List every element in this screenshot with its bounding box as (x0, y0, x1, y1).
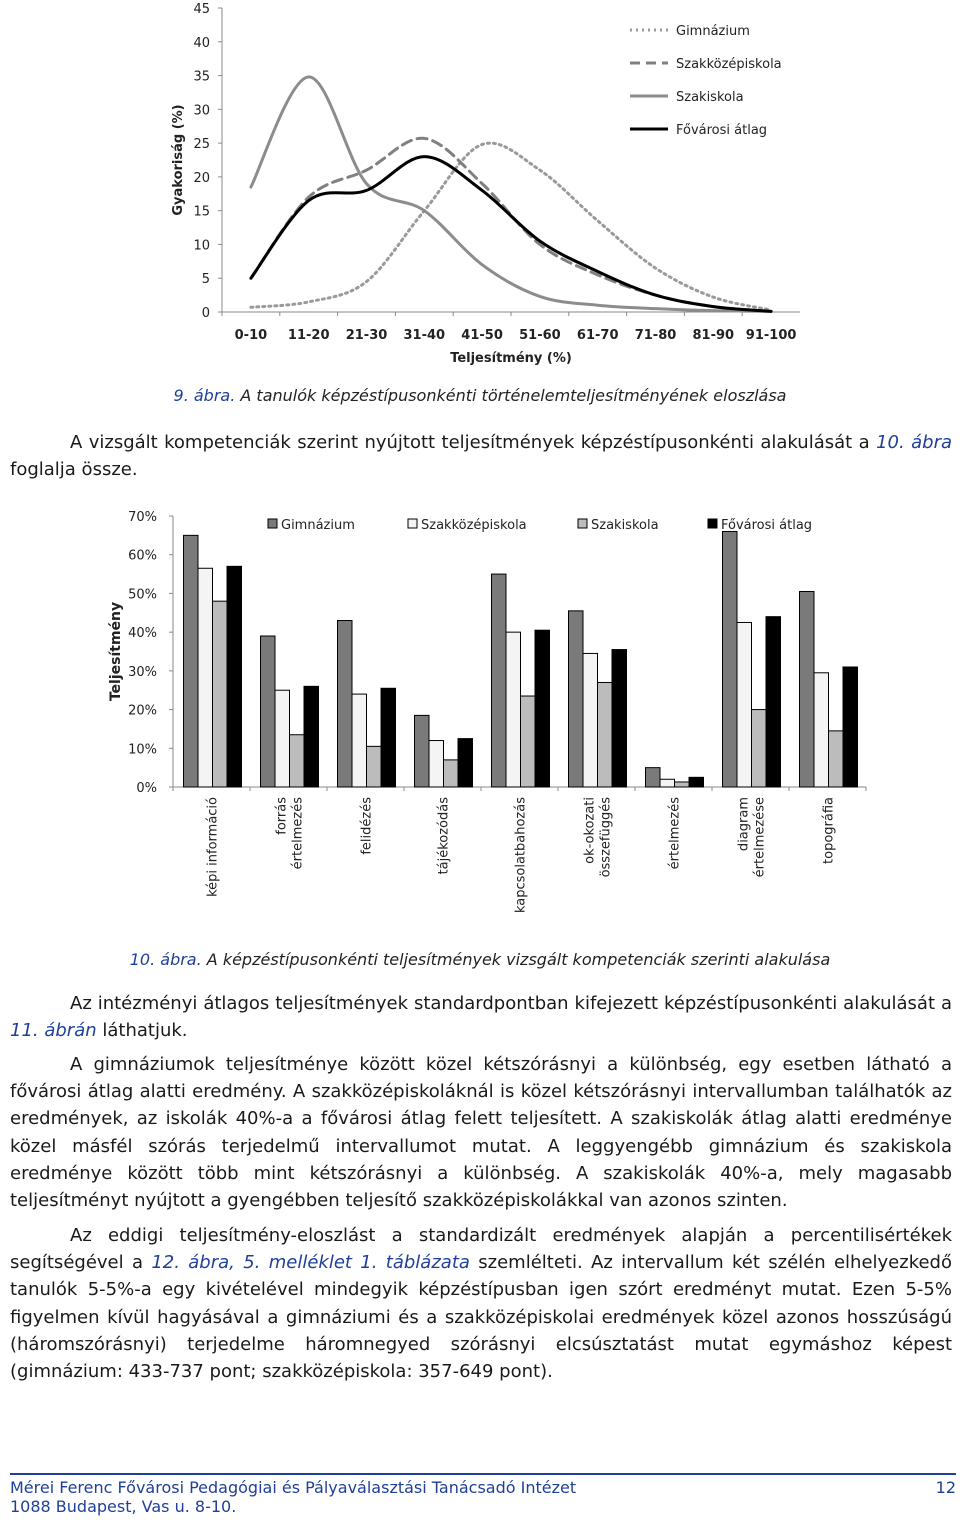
bar-8-4 (766, 617, 781, 787)
legend-label-4: Fővárosi átlag (721, 518, 813, 533)
bar-1-1 (184, 535, 199, 787)
y-tick-label: 40 (193, 35, 210, 51)
legend-label-4: Fővárosi átlag (676, 123, 768, 138)
intro-text-b: foglalja össze. (10, 459, 138, 481)
y-tick-label: 0 (201, 306, 210, 321)
y-tick-label: 25 (193, 137, 210, 153)
x-tick-label: 51-60 (519, 328, 561, 343)
bar-4-2 (429, 741, 444, 787)
bar-7-2 (660, 779, 675, 787)
legend-label-3: Szakiskola (591, 518, 659, 533)
bar-9-2 (814, 673, 829, 787)
figure-10-bar-chart (0, 500, 960, 930)
legend-label-2: Szakközépiskola (421, 518, 527, 533)
figure-9-caption (0, 386, 960, 405)
paragraph-3 (10, 1222, 952, 1385)
bar-7-3 (675, 782, 690, 787)
bar-3-2 (352, 694, 367, 787)
x-category-label: forrás (274, 797, 290, 835)
footer-address: 1088 Budapest, Vas u. 8-10. (10, 1497, 237, 1516)
bar-6-2 (583, 653, 598, 787)
bar-4-4 (458, 739, 473, 787)
x-tick-label: 71-80 (634, 328, 677, 343)
x-tick-label: 41-50 (461, 328, 503, 343)
footer (10, 1478, 956, 1516)
figure-10-caption-text: A képzéstípusonkénti teljesítmények vizsgált kompetenciák szerinti alakulása (201, 950, 831, 969)
figure-10-caption (0, 950, 960, 969)
y-tick-label: 10 (193, 238, 210, 254)
y-tick-label: 15 (193, 204, 210, 220)
x-axis-title: Teljesítmény (%) (450, 351, 572, 366)
paragraph-3-figure-ref[interactable]: 12. ábra, 5. melléklet 1. táblázata (151, 1252, 470, 1274)
x-category-label: topográfia (821, 797, 837, 864)
bar-1-4 (227, 566, 242, 787)
bar-3-4 (381, 688, 396, 787)
paragraph-1 (10, 990, 952, 1044)
x-category-label: felidézés (359, 797, 375, 855)
bar-3-3 (367, 746, 382, 787)
bar-5-1 (492, 574, 507, 787)
x-tick-label: 11-20 (287, 328, 330, 343)
y-tick-label: 20% (128, 703, 157, 719)
legend-swatch-4 (708, 519, 717, 528)
figure-9-caption-number: 9. ábra. (173, 386, 236, 405)
x-category-label: összefüggés (598, 797, 614, 878)
x-category-label: kapcsolatbahozás (513, 797, 529, 914)
paragraph-3-text-a: Az eddigi teljesítmény-eloszlást a standardizált eredmények alapján a percentilisértékek segítségével a (10, 1225, 952, 1274)
figure-9-line-chart (0, 0, 960, 370)
x-category-label: ok-okozati (582, 797, 598, 864)
bar-2-3 (290, 735, 305, 787)
bar-5-3 (521, 696, 536, 787)
legend-swatch-1 (268, 519, 277, 528)
series-line-2 (251, 138, 771, 311)
y-tick-label: 50% (128, 587, 157, 603)
bar-4-1 (415, 715, 430, 787)
bar-6-1 (569, 611, 584, 787)
bar-2-1 (261, 636, 276, 787)
bar-6-4 (612, 650, 627, 787)
paragraph-1-text-b: láthatjuk. (96, 1020, 188, 1042)
bar-1-2 (198, 568, 213, 787)
y-tick-label: 35 (193, 69, 210, 85)
y-tick-label: 20 (193, 170, 210, 186)
bar-2-4 (304, 686, 319, 787)
bar-3-1 (338, 621, 353, 787)
x-tick-label: 91-100 (745, 328, 797, 343)
intro-paragraph (10, 429, 952, 483)
x-tick-label: 21-30 (345, 328, 388, 343)
bar-8-1 (723, 531, 738, 787)
y-axis-title: Gyakoriság (%) (171, 104, 186, 216)
bar-9-1 (800, 591, 815, 787)
y-tick-label: 30% (128, 664, 157, 680)
y-tick-label: 70% (128, 510, 157, 525)
bar-7-4 (689, 777, 704, 787)
paragraph-1-figure-ref[interactable]: 11. ábrán (10, 1020, 97, 1042)
legend-label-3: Szakiskola (676, 90, 744, 105)
paragraph-2-text: A gimnáziumok teljesítménye között közel kétszórásnyi a különbség, egy esetben látható a fővárosi átlag alatti eredmény. A szakközépiskoláknál is közel kétszórásnyi intervallumban találhatók az eredmények, az iskolák 40%-a a fővárosi átlag felett teljesített. A szakiskolák átlag alatti eredménye közel másfél szórás terjedelmű intervallumot mutat. A leggyengébb gimnázium és szakiskola eredménye között több mint kétszórásnyi a különbség. A szakiskolák 40%-a, mely magasabb teljesítményt nyújtott a gyengébben teljesítő szakközépiskolákkal van azonos szinten. (10, 1054, 952, 1212)
bar-1-3 (213, 601, 228, 787)
paragraph-2 (10, 1051, 952, 1214)
bar-9-4 (843, 667, 858, 787)
legend-swatch-3 (578, 519, 587, 528)
intro-figure-ref[interactable]: 10. ábra (876, 432, 953, 453)
x-category-label: értelmezése (752, 797, 768, 878)
figure-9-caption-text: A tanulók képzéstípusonkénti történelemteljesítményének eloszlása (235, 386, 787, 405)
figure-10-caption-number: 10. ábra. (129, 950, 202, 969)
x-tick-label: 31-40 (403, 328, 446, 343)
legend-swatch-2 (408, 519, 417, 528)
bar-7-1 (646, 768, 661, 787)
legend-label-1: Gimnázium (676, 24, 750, 39)
page-number: 12 (935, 1478, 956, 1497)
x-tick-label: 61-70 (576, 328, 619, 343)
bar-2-2 (275, 690, 290, 787)
footer-institution: Mérei Ferenc Fővárosi Pedagógiai és Pályaválasztási Tanácsadó Intézet (10, 1478, 577, 1497)
paragraph-3-text-b: szemlélteti. Az intervallum két szélén elhelyezkedő tanulók 5-5%-a egy kivételével mindegyik képzéstípusban igen szórt eredményt mutat. Ezen 5-5% figyelmen kívül hagyásával a gimnáziumi és a szakközépiskolai eredmények közel azonos hosszúságú (háromszórásnyi) terjedelme háromnegyed szórásnyi elcsúsztatást mutat egymáshoz képest (gimnázium: 433-737 pont; szakközépiskola: 357-649 pont). (10, 1252, 952, 1383)
legend-label-1: Gimnázium (281, 518, 355, 533)
x-tick-label: 0-10 (234, 328, 268, 343)
x-category-label: tájékozódás (436, 797, 452, 875)
y-tick-label: 40% (128, 626, 157, 642)
bar-4-3 (444, 760, 459, 787)
legend-label-2: Szakközépiskola (676, 57, 782, 72)
paragraph-1-text-a: Az intézményi átlagos teljesítmények standardpontban kifejezett képzéstípusonkénti alakulását a (70, 993, 952, 1014)
y-tick-label: 45 (193, 2, 210, 17)
bar-6-3 (598, 682, 613, 787)
x-category-label: értelmezés (290, 797, 306, 870)
bar-5-4 (535, 630, 550, 787)
y-tick-label: 60% (128, 548, 157, 564)
bar-9-3 (829, 731, 844, 787)
bar-5-2 (506, 632, 521, 787)
footer-divider (10, 1473, 956, 1475)
intro-text-a: A vizsgált kompetenciák szerint nyújtott teljesítmények képzéstípusonkénti alakulását a (70, 432, 877, 453)
y-tick-label: 10% (128, 742, 157, 758)
y-axis-title: Teljesítmény (108, 601, 124, 702)
bar-8-3 (752, 710, 767, 787)
x-category-label: értelmezés (667, 797, 683, 870)
y-tick-label: 5 (201, 272, 210, 288)
y-tick-label: 30 (193, 103, 210, 119)
x-category-label: diagram (736, 797, 752, 852)
bar-8-2 (737, 622, 752, 787)
x-tick-label: 81-90 (692, 328, 735, 343)
y-tick-label: 0% (136, 781, 157, 796)
x-category-label: képi információ (205, 797, 221, 897)
